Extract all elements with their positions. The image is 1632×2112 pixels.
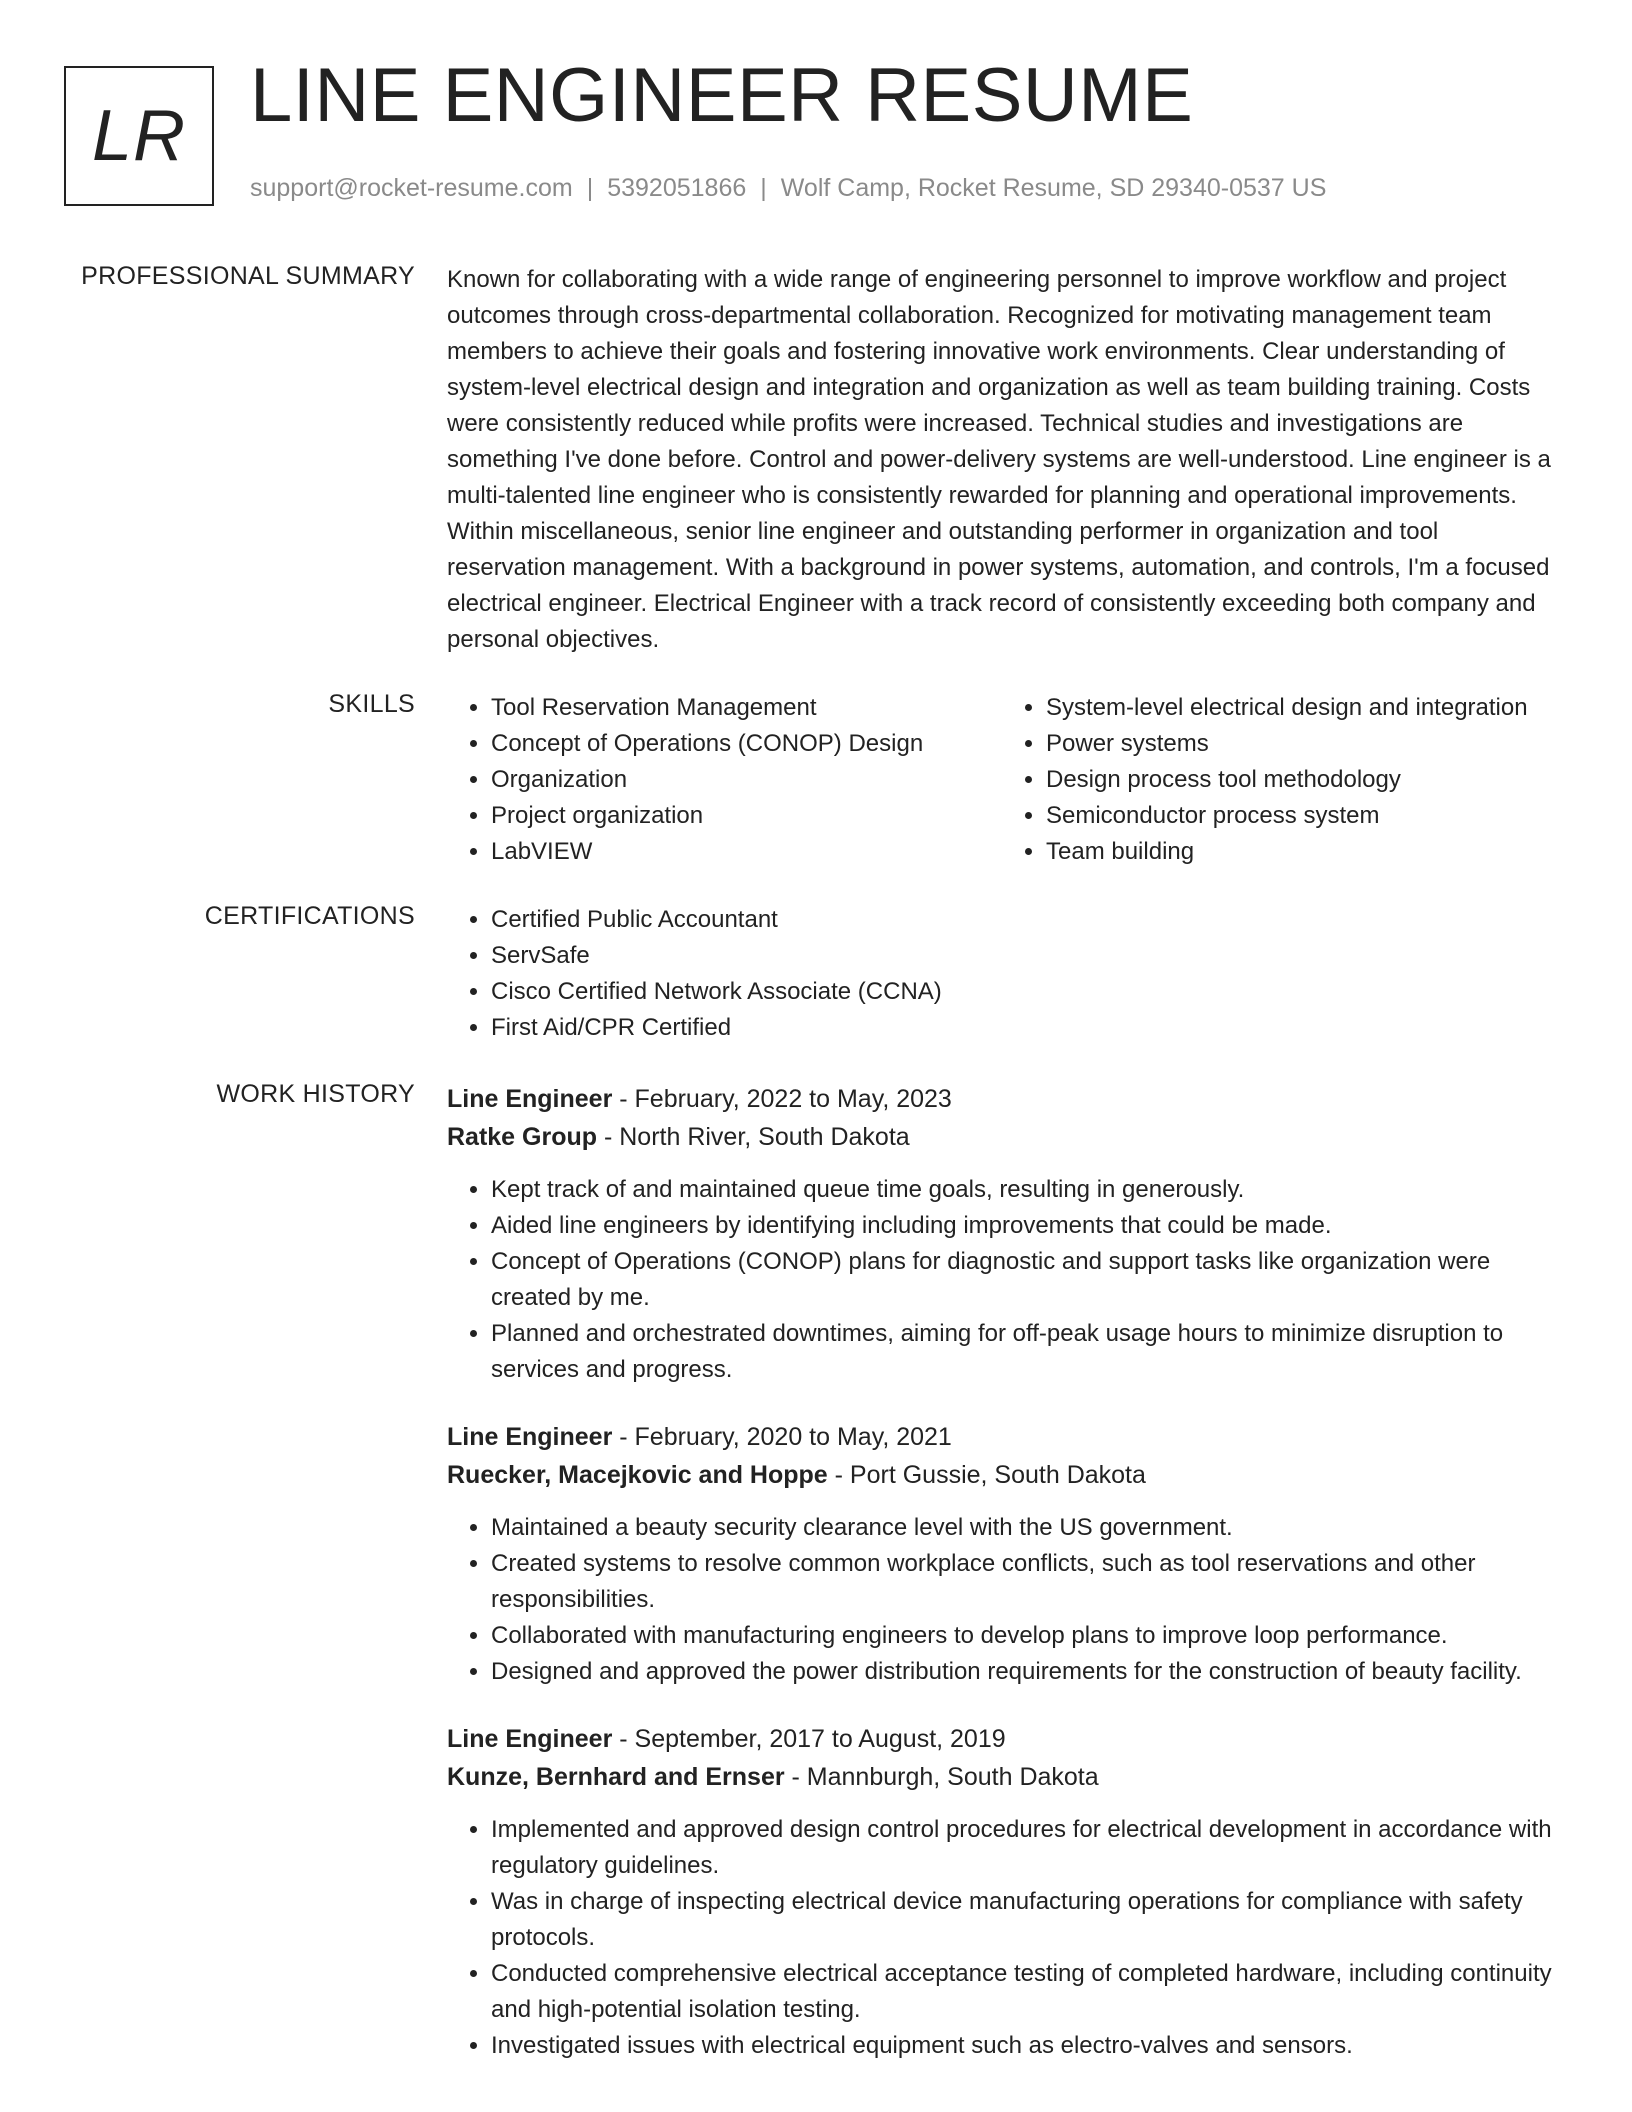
job-dates: - February, 2022 to May, 2023 (612, 1085, 952, 1113)
job-bullet: • Investigated issues with electrical equipment such as electro-valves and sensors. (491, 2028, 1557, 2064)
job-entry (447, 1720, 1557, 2064)
skill-item: • Organization (491, 762, 1002, 798)
skills-list-left (447, 690, 1002, 870)
job-bullets (447, 1172, 1557, 1388)
job-company-line (447, 1118, 1557, 1156)
monogram-logo: LR (64, 66, 214, 206)
job-bullet: • Implemented and approved design control procedures for electrical development in accordance with regulatory guidelines. (491, 1812, 1557, 1884)
job-location: - Mannburgh, South Dakota (784, 1763, 1099, 1791)
job-company: Ratke Group (447, 1123, 598, 1151)
job-entry (447, 1080, 1557, 1388)
skill-item: • Power systems (1046, 726, 1557, 762)
contact-address: Wolf Camp, Rocket Resume, SD 29340-0537 US (780, 174, 1327, 202)
skill-item: • System-level electrical design and integration (1046, 690, 1557, 726)
job-title-line (447, 1418, 1557, 1456)
skill-item: • Project organization (491, 798, 1002, 834)
work-history-body (447, 1080, 1557, 2094)
certification-item: • Certified Public Accountant (491, 902, 1557, 938)
job-location: - Port Gussie, South Dakota (827, 1461, 1146, 1489)
contact-phone[interactable]: 5392051866 (607, 174, 747, 202)
job-location: - North River, South Dakota (597, 1123, 910, 1151)
job-entry (447, 1418, 1557, 1690)
job-bullets (447, 1510, 1557, 1690)
job-bullet: • Collaborated with manufacturing engineers to develop plans to improve loop performance. (491, 1618, 1557, 1654)
job-bullet: • Designed and approved the power distribution requirements for the construction of beauty facility. (491, 1654, 1557, 1690)
job-bullet: • Created systems to resolve common workplace conflicts, such as tool reservations and other responsibilities. (491, 1546, 1557, 1618)
skills-body (447, 690, 1557, 870)
certifications-list (447, 902, 1557, 1046)
resume-title: LINE ENGINEER RESUME (250, 53, 1194, 138)
job-title-line (447, 1080, 1557, 1118)
job-title: Line Engineer (447, 1085, 613, 1113)
job-dates: - February, 2020 to May, 2021 (612, 1423, 952, 1451)
job-bullets (447, 1812, 1557, 2064)
job-company-line (447, 1456, 1557, 1494)
section-label-certifications: CERTIFICATIONS (204, 902, 415, 930)
job-bullet: • Maintained a beauty security clearance level with the US government. (491, 1510, 1557, 1546)
job-title: Line Engineer (447, 1725, 613, 1753)
skill-item: • Semiconductor process system (1046, 798, 1557, 834)
job-company: Kunze, Bernhard and Ernser (447, 1763, 785, 1791)
job-title: Line Engineer (447, 1423, 613, 1451)
skill-item: • LabVIEW (491, 834, 1002, 870)
skill-item: • Design process tool methodology (1046, 762, 1557, 798)
skill-item: • Tool Reservation Management (491, 690, 1002, 726)
certification-item: • Cisco Certified Network Associate (CCNA) (491, 974, 1557, 1010)
job-bullet: • Aided line engineers by identifying including improvements that could be made. (491, 1208, 1557, 1244)
section-label-work-history: WORK HISTORY (216, 1080, 415, 1108)
job-bullet: • Was in charge of inspecting electrical device manufacturing operations for compliance with safety protocols. (491, 1884, 1557, 1956)
summary-text: Known for collaborating with a wide range of engineering personnel to improve workflow and project outcomes through cross-departmental collaboration. Recognized for motivating management team members to achieve their goals and fostering innovative work environments. Clear understanding of system-level electrical design and integration and organization as well as team building training. Costs were consistently reduced while profits were increased. Technical studies and investigations are something I've done before. Control and power-delivery systems are well-understood. Line engineer is a multi-talented line engineer who is consistently rewarded for planning and operational improvements. Within miscellaneous, senior line engineer and outstanding performer in organization and tool reservation management. With a background in power systems, automation, and controls, I'm a focused electrical engineer. Electrical Engineer with a track record of consistently exceeding both company and personal objectives. (447, 266, 1551, 653)
contact-separator: | (760, 174, 767, 202)
certification-item: • First Aid/CPR Certified (491, 1010, 1557, 1046)
contact-separator: | (586, 174, 594, 202)
summary-body (447, 262, 1557, 658)
skill-item: • Team building (1046, 834, 1557, 870)
job-company-line (447, 1758, 1557, 1796)
job-bullet: • Kept track of and maintained queue time goals, resulting in generously. (491, 1172, 1557, 1208)
section-label-skills: SKILLS (328, 690, 415, 718)
job-title-line (447, 1720, 1557, 1758)
contact-email[interactable]: support@rocket-resume.com (250, 174, 573, 202)
skills-list-right (1002, 690, 1557, 870)
contact-line (250, 174, 1326, 203)
job-dates: - September, 2017 to August, 2019 (612, 1725, 1006, 1753)
job-company: Ruecker, Macejkovic and Hoppe (447, 1461, 828, 1489)
certification-item: • ServSafe (491, 938, 1557, 974)
skill-item: • Concept of Operations (CONOP) Design (491, 726, 1002, 762)
job-bullet: • Planned and orchestrated downtimes, aiming for off-peak usage hours to minimize disruption to services and progress. (491, 1316, 1557, 1388)
section-label-summary: PROFESSIONAL SUMMARY (81, 262, 415, 290)
job-bullet: • Conducted comprehensive electrical acceptance testing of completed hardware, including continuity and high-potential isolation testing. (491, 1956, 1557, 2028)
certifications-body (447, 902, 1557, 1046)
job-bullet: • Concept of Operations (CONOP) plans for diagnostic and support tasks like organization were created by me. (491, 1244, 1557, 1316)
